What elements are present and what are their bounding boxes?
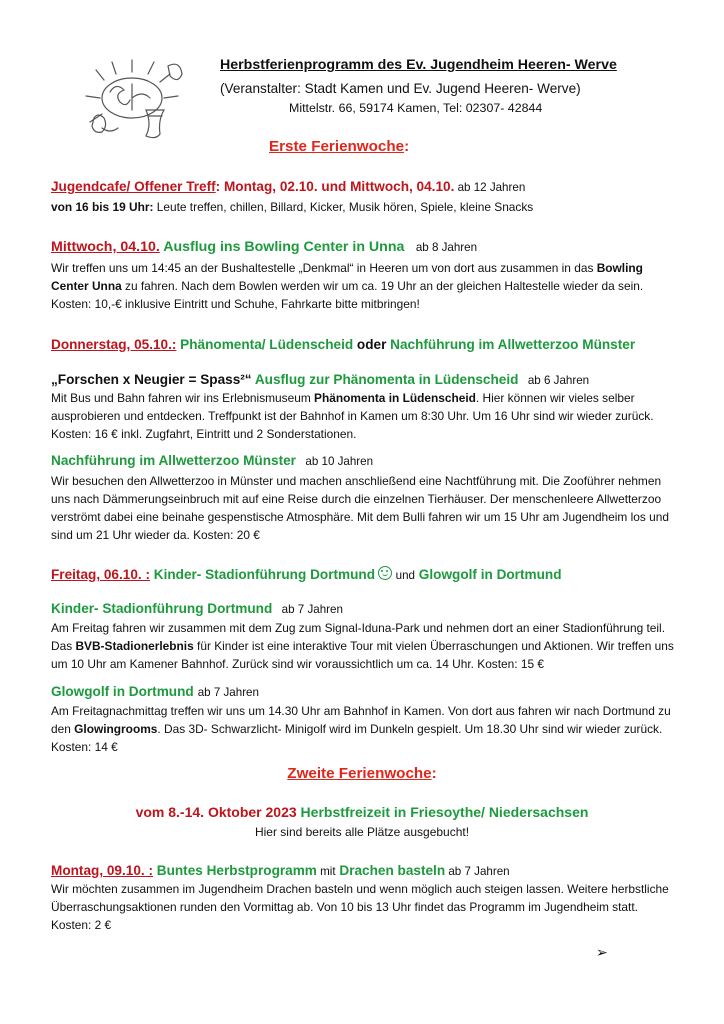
event4-option1: Kinder- Stadionführung Dortmund: [149, 567, 376, 582]
page-title: Herbstferienprogramm des Ev. Jugendheim Heeren- Werve: [220, 57, 617, 73]
event4b-age: ab 7 Jahren: [197, 686, 259, 699]
event4a-title: Kinder- Stadionführung Dortmund: [51, 601, 273, 616]
event4-date: Freitag, 06.10. :: [51, 567, 150, 582]
trip-dates: vom 8.-14. Oktober 2023: [135, 804, 297, 820]
event5-age: ab 7 Jahren: [445, 865, 510, 878]
event4a-description: [51, 619, 681, 673]
trip-title: Herbstfreizeit in Friesoythe/ Niedersachsen: [296, 804, 589, 820]
organizer-line: (Veranstalter: Stadt Kamen und Ev. Jugend Heeren- Werve): [220, 81, 581, 96]
event1-date: : Montag, 02.10. und Mittwoch, 04.10.: [215, 179, 455, 194]
event4b-title: Glowgolf in Dortmund: [51, 684, 194, 699]
event3b-description: Wir besuchen den Allwetterzoo in Münster und machen anschließend eine Nachtführung mit. Die Zooführer nehmen uns nach Dämmerungseinbruch mit auf eine Reise durch die einzelnen Tierhäuser. Der menschenleere Allwetterzoo verströmt dabei eine beinahe gespenstische Atmosphäre. Mit dem Bulli fahren wir um 15 Uhr am Jugendheim los und sind um 21 Uhr wieder da. Kosten: 20 €: [51, 474, 669, 542]
event1-description: [51, 199, 533, 216]
week2-colon: :: [431, 765, 437, 782]
event5-mit: mit: [316, 865, 336, 878]
event3b-heading: [51, 452, 373, 470]
week1-title: Erste Ferienwoche: [269, 138, 405, 155]
event3-oder: oder: [353, 337, 387, 352]
event2-text-c: zu fahren. Nach dem Bowlen werden wir um ca. 19 Uhr an der gleichen Haltestelle wieder da sein.: [121, 279, 644, 293]
event3-heading: [51, 336, 635, 354]
event4b-description: [51, 702, 681, 756]
event4a-text-b: BVB-Stadionerlebnis: [75, 639, 194, 653]
trip-note: Hier sind bereits alle Plätze ausgebucht!: [254, 825, 470, 839]
event1-time: von 16 bis 19 Uhr:: [51, 200, 154, 214]
event1-name: Jugendcafe/ Offener Treff: [51, 179, 216, 194]
event4b-text-a: Am Freitagnachmittag treffen wir uns um 14.30 Uhr am Bahnhof in Kamen. Von dort aus fahren wir nach Dortmund zu den: [51, 704, 671, 736]
event2-text-b: Bowling Center Unna: [51, 261, 643, 293]
event5-description: Wir möchten zusammen im Jugendheim Drachen basteln und wenn möglich auch steigen lassen. Weitere herbstliche Überraschungsaktionen runden den Vormittag ab. Von 10 bis 13 Uhr findet das Programm im Jugendheim statt. Kosten: 2 €: [51, 882, 669, 932]
event4a-text-a: Am Freitag fahren wir zusammen mit dem Zug zum Signal-Iduna-Park und nehmen dort an einer Stadionführung teil. Das: [51, 621, 665, 653]
event4-und: und: [392, 569, 416, 582]
event3b-age: ab 10 Jahren: [305, 455, 374, 468]
youth-cafe-logo: [72, 58, 192, 146]
event2-date: Mittwoch, 04.10.: [51, 239, 160, 255]
event1-age: ab 12 Jahren: [454, 181, 526, 194]
event2-title: Ausflug ins Bowling Center in Unna: [159, 239, 405, 255]
event4-heading: [51, 566, 562, 584]
event3a-quote: „Forschen x Neugier = Spass²“: [51, 372, 252, 387]
event2-description: [51, 259, 681, 295]
event1-desc: Leute treffen, chillen, Billard, Kicker, Musik hören, Spiele, kleine Snacks: [153, 200, 534, 214]
event4a-heading: [51, 600, 343, 618]
event3-option2: Nachführung im Allwetterzoo Münster: [386, 337, 636, 352]
event4b-text-c: . Das 3D- Schwarzlicht- Minigolf wird im Dunkeln gespielt. Um 18.30 Uhr sind wir wieder zurück. Kosten: 14 €: [51, 722, 663, 754]
event2-heading: [51, 239, 477, 256]
event3a-text-a: Mit Bus und Bahn fahren wir ins Erlebnismuseum: [51, 391, 315, 405]
event5-title1: Buntes Herbstprogramm: [152, 863, 317, 878]
event3-option1: Phänomenta/ Lüdenscheid: [176, 337, 354, 352]
week2-heading: [0, 765, 724, 782]
event4b-text-b: Glowingrooms: [74, 722, 158, 736]
trip-heading: [0, 804, 724, 820]
event3b-title: Nachführung im Allwetterzoo Münster: [51, 453, 296, 468]
week1-colon: :: [404, 138, 410, 155]
event3a-title: Ausflug zur Phänomenta in Lüdenscheid: [251, 372, 519, 387]
event3a-text-c: . Hier können wir vieles selber ausprobieren und entdecken. Treffpunkt ist der Bahnhof in Kamen um 8:30 Uhr. Um 16 Uhr sind wir wieder zurück. Kosten: 16 € inkl. Zugfahrt, Eintritt und 2 Sonderstationen.: [51, 391, 654, 441]
event4-option2: Glowgolf in Dortmund: [415, 567, 562, 582]
smiley-icon: [378, 566, 392, 580]
event4b-heading: [51, 683, 259, 701]
event3a-description: [51, 389, 681, 443]
event3a-text-b: Phänomenta in Lüdenscheid: [314, 391, 476, 405]
event3a-age: ab 6 Jahren: [527, 374, 590, 387]
event3a-heading: [51, 371, 589, 389]
event3-date: Donnerstag, 05.10.:: [51, 337, 177, 352]
week2-title: Zweite Ferienwoche: [287, 765, 432, 782]
address-line: Mittelstr. 66, 59174 Kamen, Tel: 02307- 42844: [289, 101, 543, 115]
event2-costs: Kosten: 10,-€ inklusive Eintritt und Schuhe, Fahrkarte bitte mitbringen!: [51, 297, 420, 311]
arrow-icon: ➢: [596, 944, 608, 960]
event5-date: Montag, 09.10. :: [51, 863, 153, 878]
event2-age: ab 8 Jahren: [415, 241, 478, 254]
event1-heading: [51, 178, 525, 196]
event4a-text-c: für Kinder ist eine interaktive Tour mit vielen Überraschungen und Aktionen. Wir treffen uns um 10 Uhr am Kamener Bahnhof. Zurück sind wir voraussichtlich um ca. 14 Uhr. Kosten: 15 €: [51, 639, 674, 671]
event5-heading: [51, 862, 510, 880]
event2-text-a: Wir treffen uns um 14:45 an der Bushaltestelle „Denkmal“ in Heeren um von dort aus zusammen in das: [51, 261, 597, 275]
event4a-age: ab 7 Jahren: [281, 603, 343, 616]
event5-title2: Drachen basteln: [335, 863, 446, 878]
week1-heading: [269, 138, 409, 155]
